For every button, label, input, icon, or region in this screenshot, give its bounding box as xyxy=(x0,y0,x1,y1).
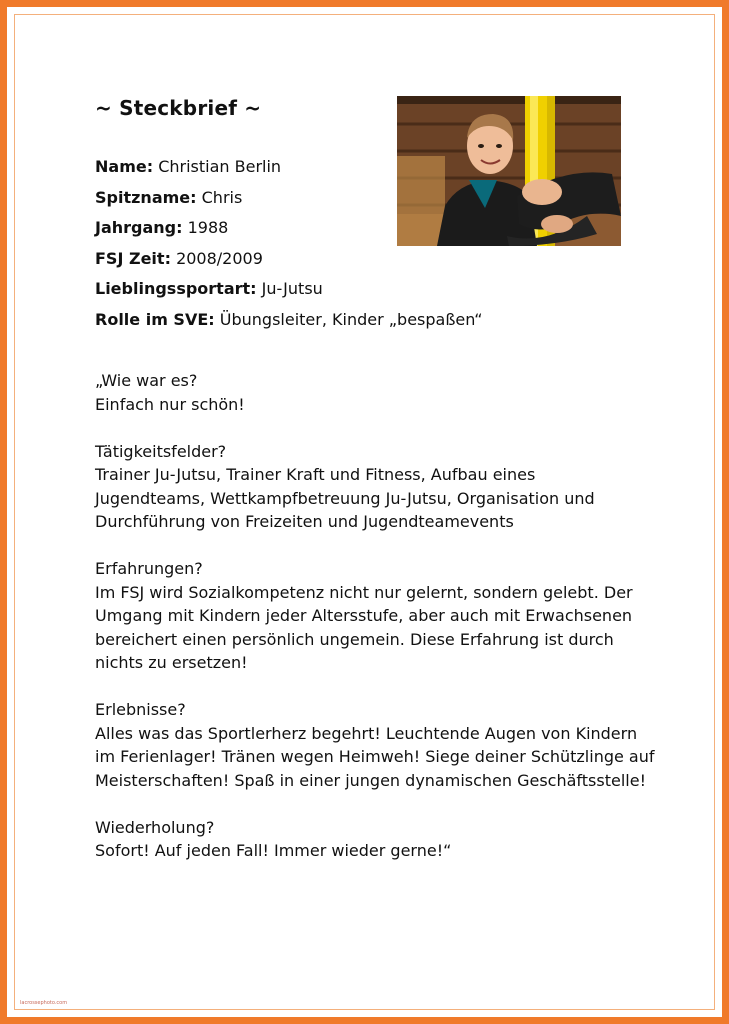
fact-label: Rolle im SVE: xyxy=(95,309,215,329)
section-question: Erfahrungen? xyxy=(95,559,203,578)
qa-section-erfahrungen xyxy=(95,557,655,675)
section-question: Erlebnisse? xyxy=(95,700,186,719)
section-text-line: Meisterschaften! Spaß in einer jungen dynamischen Geschäftsstelle! xyxy=(95,770,646,790)
fact-fsj-period xyxy=(95,248,483,279)
section-text-line: Im FSJ wird Sozialkompetenz nicht nur gelernt, sondern gelebt. Der xyxy=(95,582,633,602)
qa-section-wie-war-es xyxy=(95,369,655,416)
fact-value: 1988 xyxy=(187,218,229,237)
fact-label: Lieblingssportart: xyxy=(95,279,257,298)
profile-photo-image xyxy=(397,96,621,246)
section-text-line: im Ferienlager! Tränen wegen Heimweh! Siege deiner Schützlinge auf xyxy=(95,747,655,766)
section-text-line: Trainer Ju-Jutsu, Trainer Kraft und Fitness, Aufbau eines xyxy=(95,465,536,484)
fact-label: Name: xyxy=(95,157,154,176)
qa-section-taetigkeitsfelder xyxy=(95,440,655,534)
section-question: Wiederholung? xyxy=(95,817,215,837)
fact-label: Spitzname: xyxy=(95,187,197,207)
section-question: Tätigkeitsfelder? xyxy=(95,441,227,461)
watermark-text: lacrossephoto.com xyxy=(20,1000,68,1006)
section-text-line: Jugendteams, Wettkampfbetreuung Ju-Jutsu, Organisation und xyxy=(95,488,595,508)
fact-value: Chris xyxy=(201,187,243,207)
section-question: „Wie war es? xyxy=(95,371,198,390)
fact-label: FSJ Zeit: xyxy=(95,248,171,268)
fact-value: Ju-Jutsu xyxy=(261,279,323,298)
section-text-line: nichts zu ersetzen! xyxy=(95,653,248,672)
fact-value: Übungsleiter, Kinder „bespaßen“ xyxy=(219,309,483,329)
fact-role xyxy=(95,309,483,340)
fact-label: Jahrgang: xyxy=(95,218,183,237)
section-text-line: Sofort! Auf jeden Fall! Immer wieder gerne!“ xyxy=(95,841,452,860)
qa-section-wiederholung xyxy=(95,816,655,863)
fact-value: 2008/2009 xyxy=(176,248,263,268)
page-title: ~ Steckbrief ~ xyxy=(95,96,262,120)
profile-photo xyxy=(397,96,621,246)
section-text-line: bereichert einen persönlich ungemein. Diese Erfahrung ist durch xyxy=(95,629,614,649)
qa-section-erlebnisse xyxy=(95,698,655,792)
fact-value: Christian Berlin xyxy=(158,157,282,176)
section-text-line: Einfach nur schön! xyxy=(95,394,245,414)
section-text-line: Umgang mit Kindern jeder Altersstufe, aber auch mit Erwachsenen xyxy=(95,606,633,625)
qa-body xyxy=(95,369,655,886)
fact-favorite-sport xyxy=(95,278,483,309)
section-text-line: Alles was das Sportlerherz begehrt! Leuchtende Augen von Kindern xyxy=(95,723,638,743)
section-text-line: Durchführung von Freizeiten und Jugendteamevents xyxy=(95,512,514,531)
